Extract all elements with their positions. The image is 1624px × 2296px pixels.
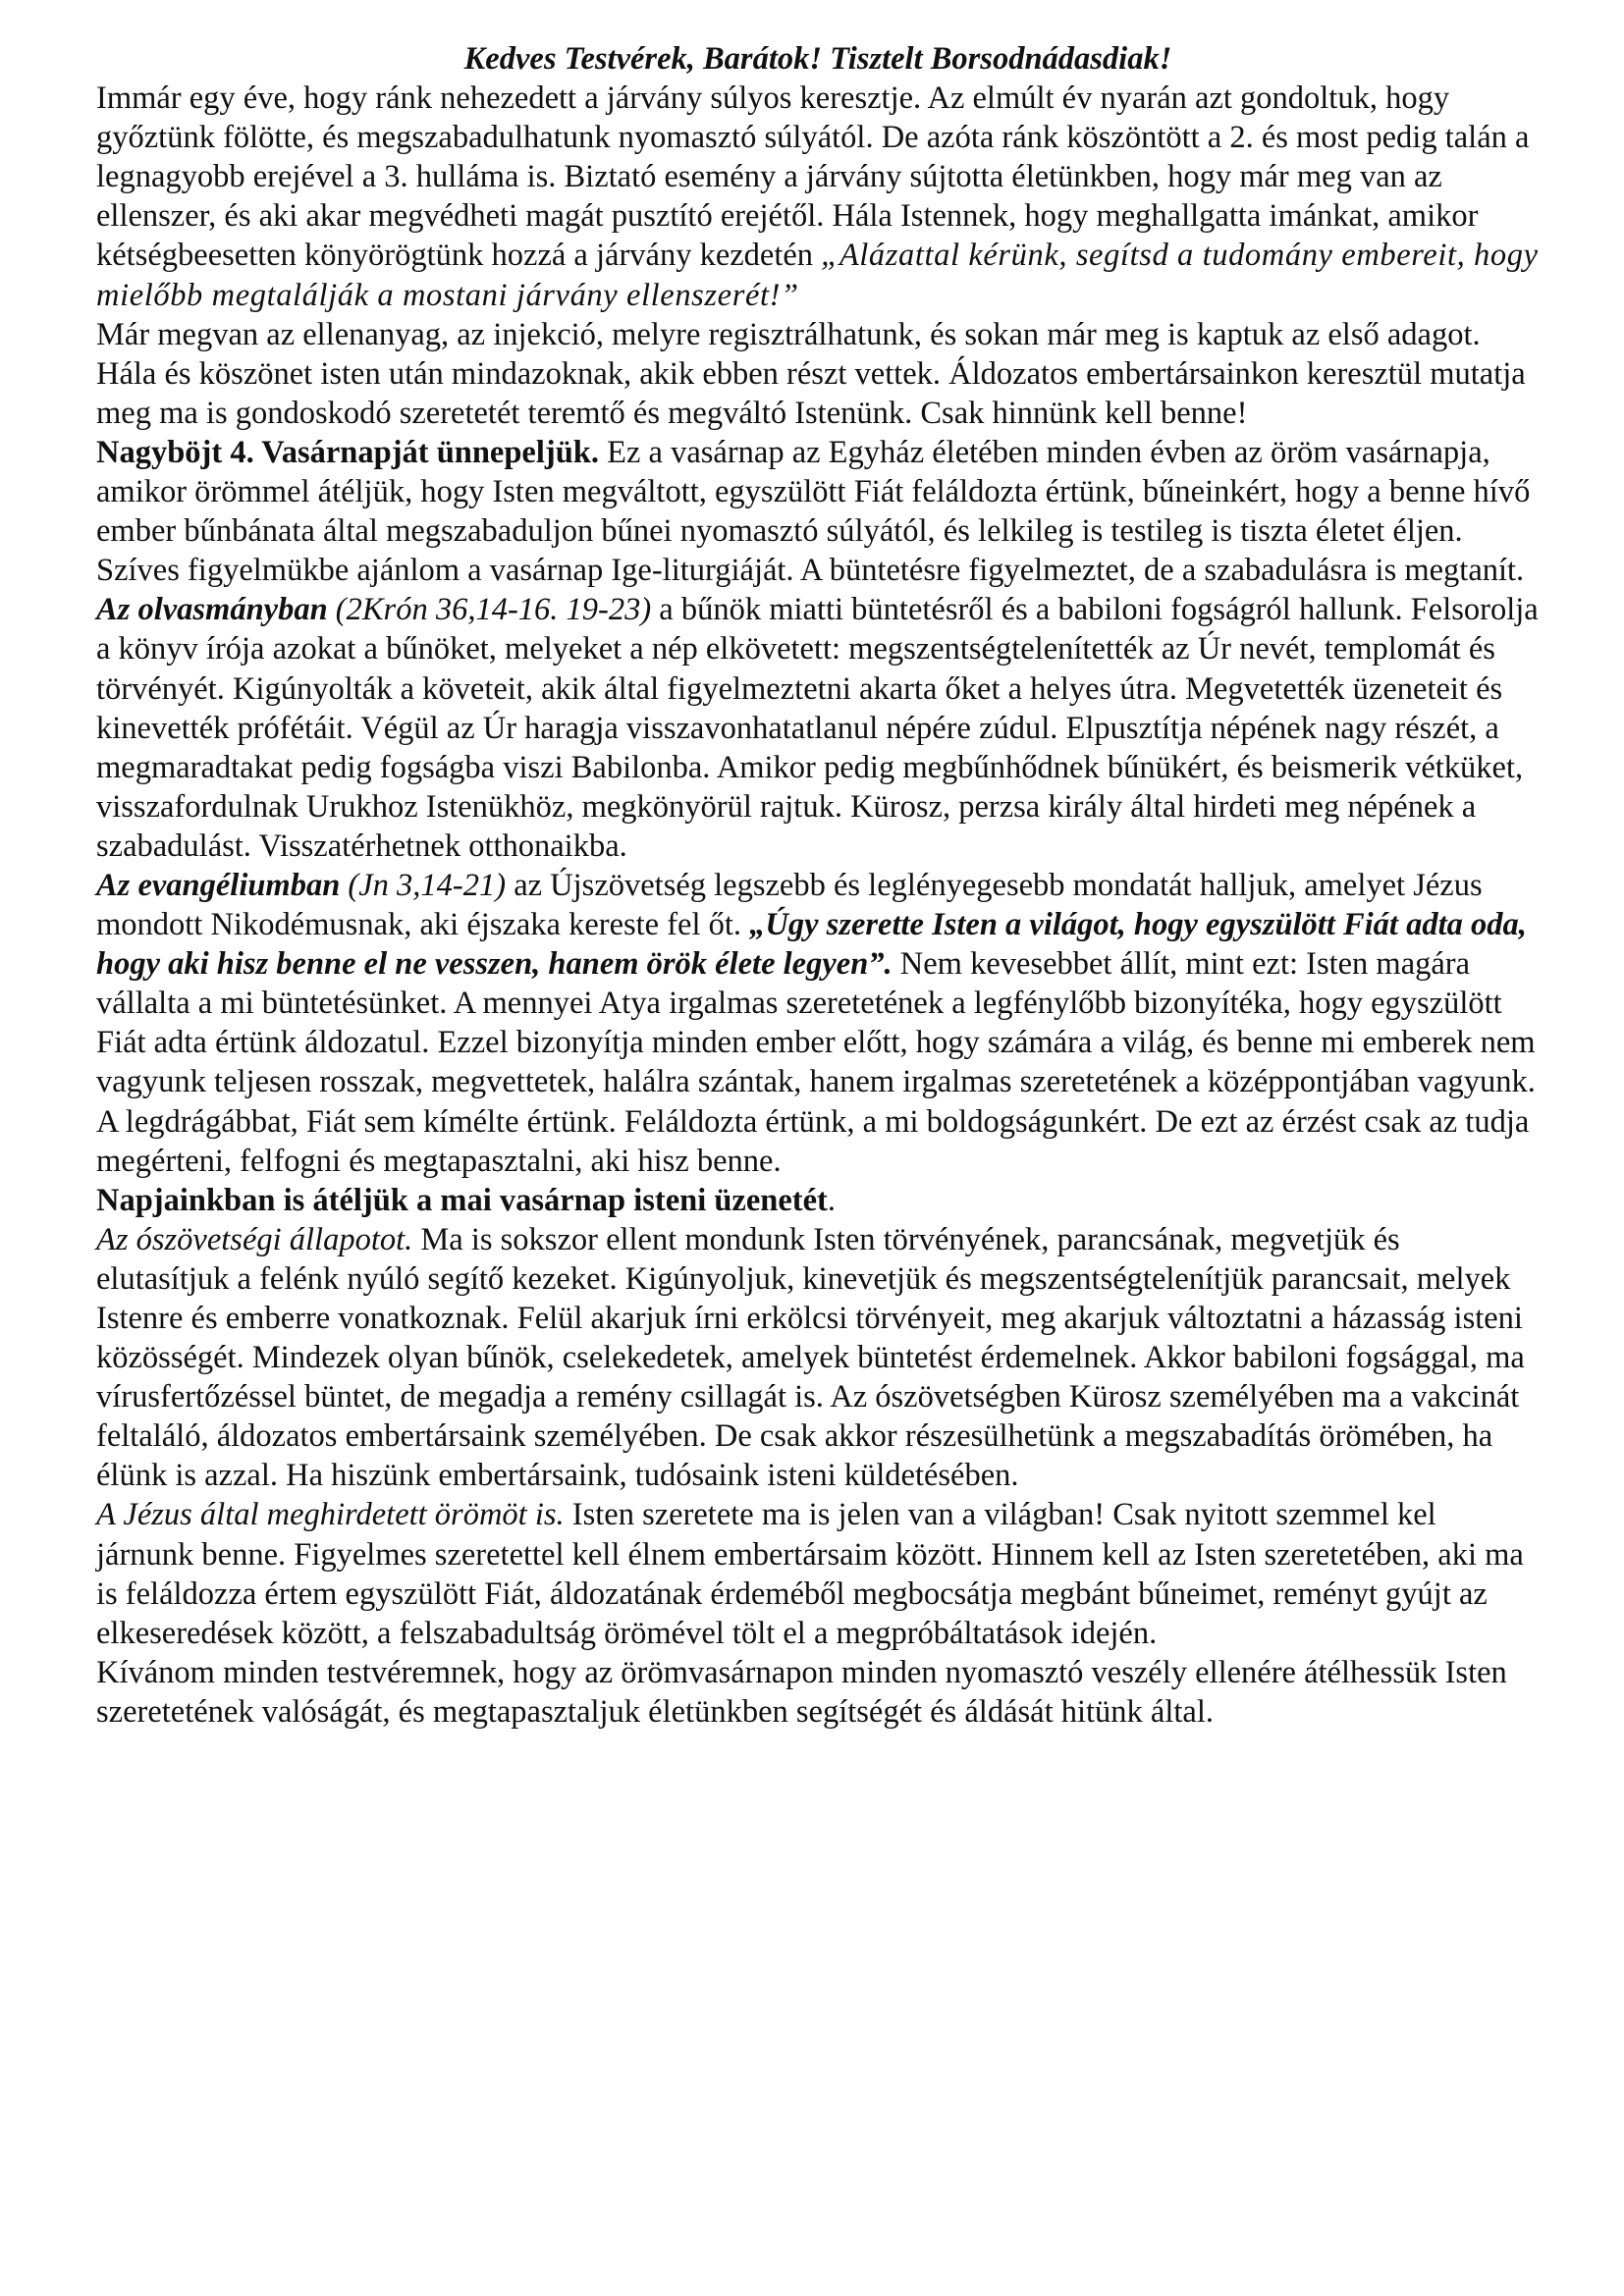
today-heading: Napjainkban is átéljük a mai vasárnap isteni üzenetét [96,1182,828,1218]
reading-lead: Az olvasmányban [96,592,328,628]
reading-text: a bűnök miatti büntetésről és a babiloni fogságról hallunk. Felsorolja a könyv írója azokat a bűnöket, melyeket a nép elkövetett: megszentségtelenítették az Úr nevét, templomát és törvényét. Kigúnyolták a követeit, akik által figyelmeztetni akarta őket a helyes útra. Megvetették üzeneteit és kinevették prófétáit. Végül az Úr haragja visszavonhatatlanul népére zúdul. Elpusztítja népének nagy részét, a megmaradtakat pedig fogságba viszi Babilonba. Amikor pedig megbűnhődnek bűnükért, és beismerik vétküket, visszafordulnak Urukhoz Istenükhöz, megkönyörül rajtuk. Kürosz, perzsa király által hirdeti meg népének a szabadulást. Visszatérhetnek otthonaikba. [96,592,1539,864]
paragraph-gospel [96,866,1540,1181]
paragraph-today-heading [96,1181,1540,1220]
prayer-quote: „Alázattal kérünk, segítsd a tudomány embereit, hogy mielőbb megtalálják a mostani járvány ellenszerét!” [96,238,1539,313]
paragraph-closing: Kívánom minden testvéremnek, hogy az örömvasárnapon minden nyomasztó veszély ellenére átélhessük Isten szeretetének valóságát, és megtapasztaljuk életünkben segítségét és áldását hitünk által. [96,1654,1507,1730]
intro-text: Immár egy éve, hogy ránk nehezedett a járvány súlyos keresztje. Az elmúlt év nyarán azt gondoltuk, hogy győztünk fölötte, és megszabadulhatunk nyomasztó súlyától. De azóta ránk köszöntött a 2. és most pedig talán a legnagyobb erejével a 3. hulláma is. Biztató esemény a járvány sújtotta életünkben, hogy már meg van az ellenszer, és aki akar megvédheti magát pusztító erejétől. Hála Istennek, hogy meghallgatta imánkat, amikor kétségbeesetten könyörögtünk hozzá a járvány kezdetén [96,80,1530,274]
gospel-quote: „Úgy szerette Isten a világot, hogy egyszülött Fiát adta oda, hogy aki hisz benne el ne vesszen, hanem örök élete legyen”. [96,907,1527,983]
letter-page [96,39,1540,1732]
paragraph-first-reading [96,590,1540,866]
gospel-text: az Újszövetség legszebb és leglényegesebb mondatát halljuk, amelyet Jézus mondott Nikodémusnak, aki éjszaka kereste fel őt. [96,867,1483,943]
paragraph-lent-sunday [96,433,1540,590]
old-testament-lead: Az ószövetségi állapotot. [96,1221,413,1257]
letter-title: Kedves Testvérek, Barátok! Tisztelt Borsodnádasdiak! [463,41,1172,77]
paragraph-joy [96,1495,1540,1652]
joy-text: Isten szeretete ma is jelen van a világban! Csak nyitott szemmel kel járnunk benne. Figyelmes szeretettel kell élnem embertársaim között. Hinnem kell az Isten szeretetében, aki ma is feláldozza értem egyszülött Fiát, áldozatának érdeméből megbocsátja megbánt bűneimet, reményt gyújt az elkeseredések között, a felszabadultság örömével tölt el a megpróbáltatások idején. [96,1497,1524,1651]
reading-reference: (2Krón 36,14-16. 19-23) [327,592,652,628]
gospel-reference: (Jn 3,14-21) [340,867,507,903]
joy-lead: A Jézus által meghirdetett örömöt is. [96,1497,565,1533]
lent-heading: Nagyböjt 4. Vasárnapját ünnepeljük. [96,434,599,470]
paragraph-intro [96,79,1540,315]
old-testament-text: Ma is sokszor ellent mondunk Isten törvényének, parancsának, megvetjük és elutasítjuk a felénk nyúló segítő kezeket. Kigúnyoljuk, kinevetjük és megszentségtelenítjük parancsait, melyek Istenre és emberre vonatkoznak. Felül akarjuk írni erkölcsi törvényeit, meg akarjuk változtatni a házasság isteni közösségét. Mindezek olyan bűnök, cselekedetek, amelyek büntetést érdemelnek. Akkor babiloni fogsággal, ma vírusfertőzéssel büntet, de megadja a remény csillagát is. Az ószövetségben Kürosz személyében ma a vakcinát feltaláló, áldozatos embertársaink személyében. De csak akkor részesülhetünk a megszabadítás örömében, ha élünk is azzal. Ha hiszünk embertársaink, tudósaink isteni küldetésében. [96,1221,1525,1494]
gospel-rest: Nem kevesebbet állít, mint ezt: Isten magára vállalta a mi büntetésünket. A mennyei Atya irgalmas szeretetének a legfénylőbb bizonyítéka, hogy egyszülött Fiát adta értünk áldozatul. Ezzel bizonyítja minden ember előtt, hogy számára a világ, és benne mi emberek nem vagyunk teljesen rosszak, megvettetek, halálra szántak, hanem irgalmas szeretetének a középpontjában vagyunk. A legdrágábbat, Fiát sem kímélte értünk. Feláldozta értünk, a mi boldogságunkért. De ezt az érzést csak az tudja megérteni, felfogni és megtapasztalni, aki hisz benne. [96,946,1536,1179]
lent-text: Ez a vasárnap az Egyház életében minden évben az öröm vasárnapja, amikor örömmel átéljük, hogy Isten megváltott, egyszülött Fiát feláldozta értünk, bűneinkért, hogy a benne hívő ember bűnbánata által megszabaduljon bűnei nyomasztó súlyától, és lelkileg is testileg is tiszta életet éljen. Szíves figyelmükbe ajánlom a vasárnap Ige-liturgiáját. A büntetésre figyelmeztet, de a szabadulásra is megtanít. [96,434,1531,589]
paragraph-old-testament [96,1220,1540,1496]
paragraph-vaccine: Már megvan az ellenanyag, az injekció, melyre regisztrálhatunk, és sokan már meg is kaptuk az első adagot. Hála és köszönet isten után mindazoknak, akik ebben részt vettek. Áldozatos embertársainkon keresztül mutatja meg ma is gondoskodó szeretetét teremtő és megváltó Istenünk. Csak hinnünk kell benne! [96,316,1526,431]
gospel-lead: Az evangéliumban [96,867,341,903]
today-heading-period: . [827,1182,836,1218]
